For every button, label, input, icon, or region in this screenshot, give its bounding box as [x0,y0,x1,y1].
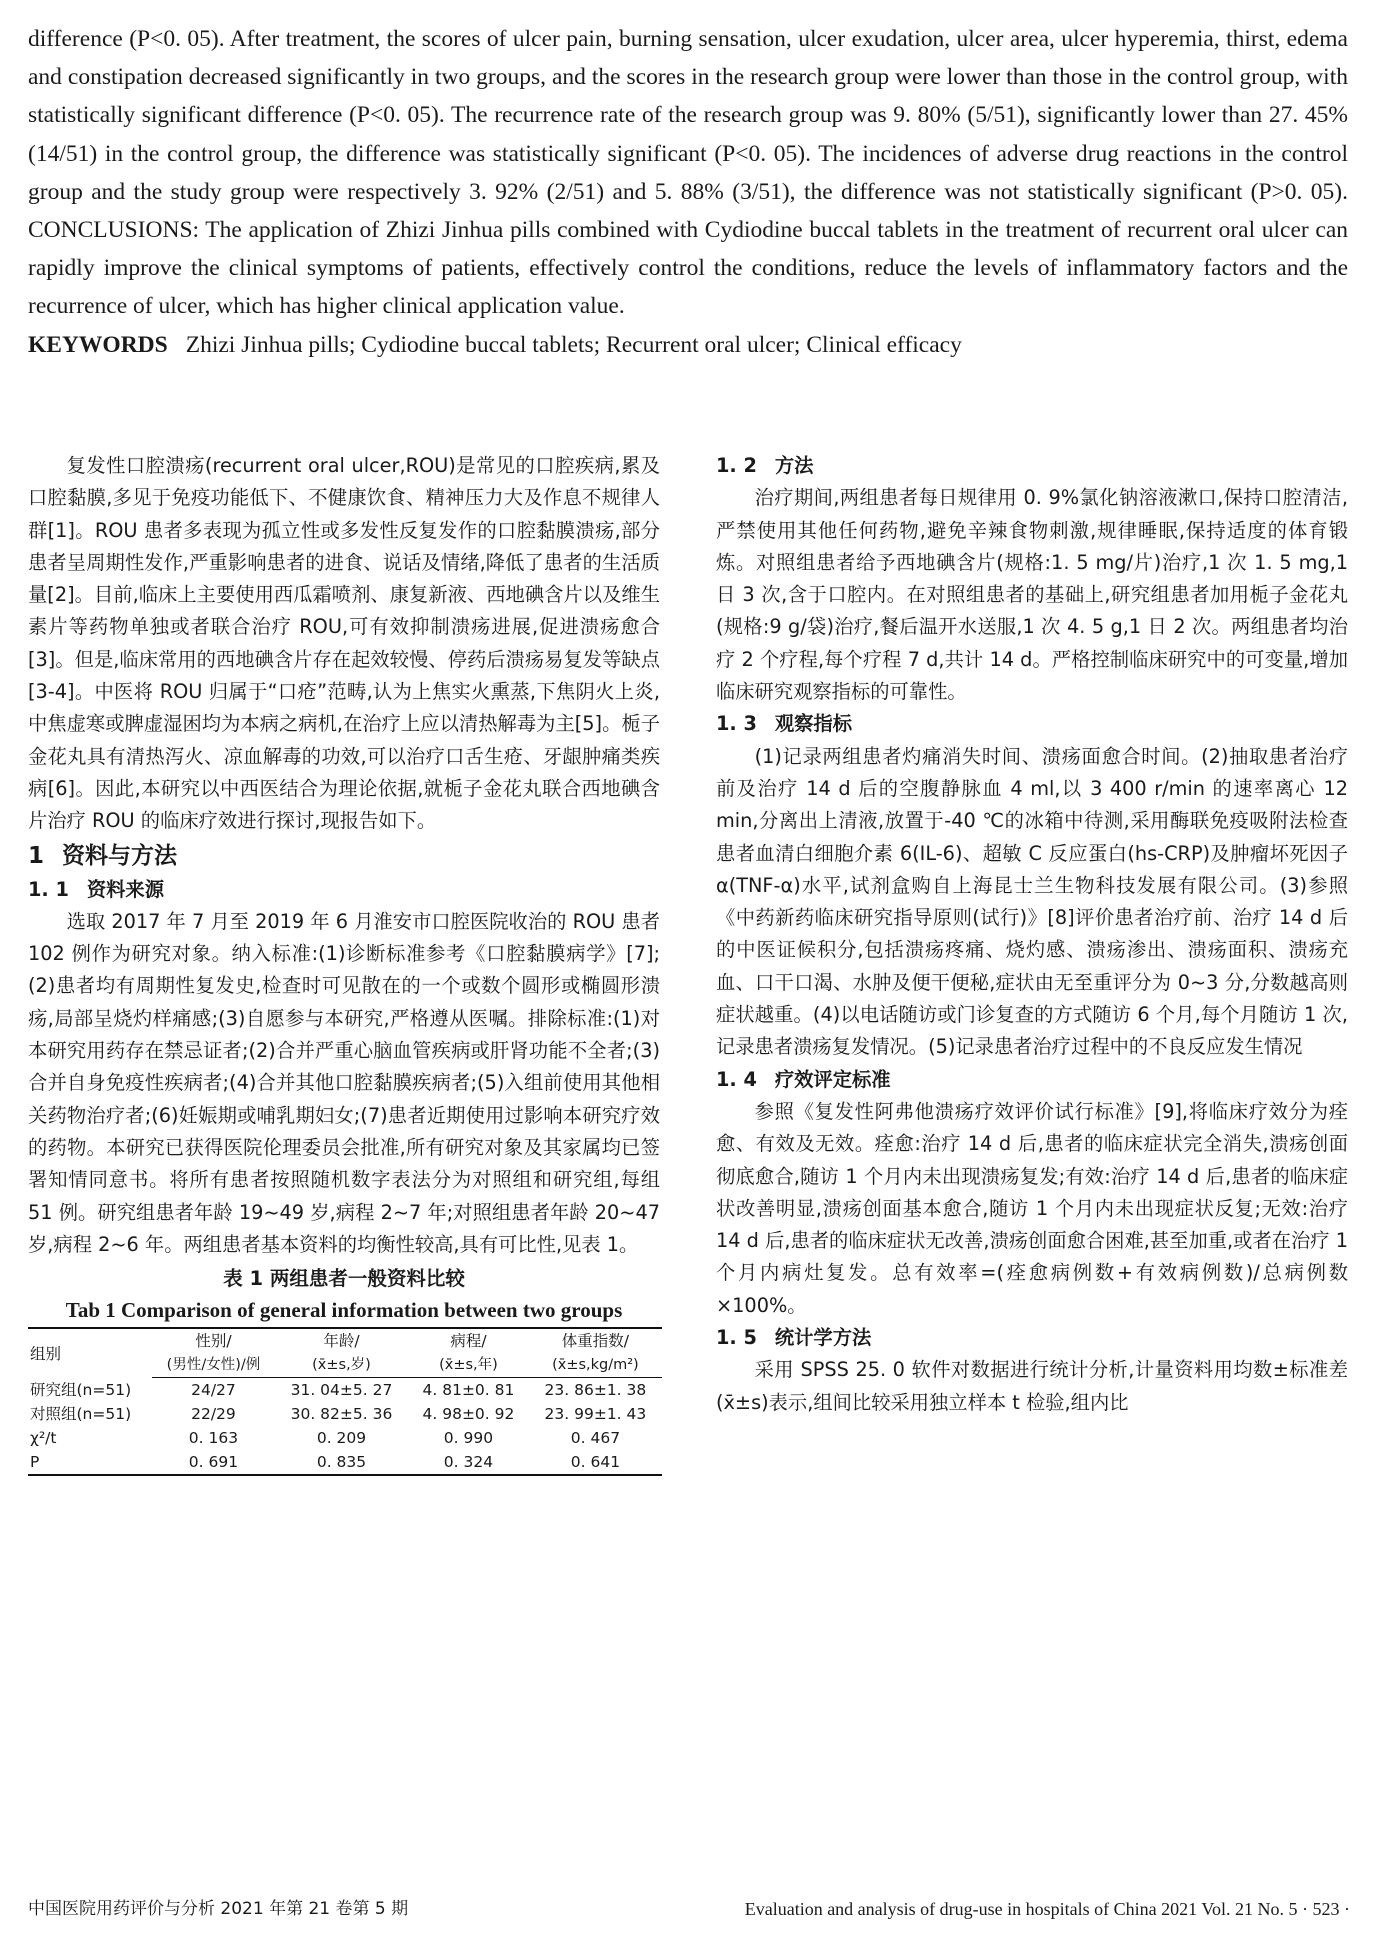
table-row [28,1402,662,1426]
section-1-title: 资料与方法 [62,842,178,869]
section-1-3-number: 1. 3 [716,712,757,736]
table-cell: P [28,1450,152,1475]
section-1-number: 1 [28,842,45,869]
table-cell: 0. 324 [408,1450,529,1475]
table-cell: 0. 835 [275,1450,408,1475]
section-1-2-number: 1. 2 [716,454,757,477]
table-cell: 4. 98±0. 92 [422,1405,515,1424]
left-column [28,450,660,1476]
table-header-sex: 性别/ [152,1328,275,1353]
section-1-2-text: 治疗期间,两组患者每日规律用 0. 9%氯化钠溶液漱口,保持口腔清洁,严禁使用其他任何药物,避免辛辣食物刺激,规律睡眠,保持适度的体育锻炼。对照组患者给予西地碘含片(规格:1. 5 mg/片)治疗,1 次 1. 5 mg,1 日 3 次,含于口腔内。在对照组患者的基础上,研究组患者加用栀子金花丸(规格:9 g/袋)治疗,餐后温开水送服,1 次 4. 5 g,1 日 2 次。两组患者均治疗 2 个疗程,每个疗程 7 d,共计 14 d。严格控制临床研究中的可变量,增加临床研究观察指标的可靠性。 [716,486,1348,704]
abstract-tail [28,20,1348,364]
abstract-results-conclusions: difference (P<0. 05). After treatment, the scores of ulcer pain, burning sensation, ulcer exudation, ulcer area, ulcer hyperemia, thirst, edema and constipation decreased significantly in two groups, and the scores in the research group were lower than those in the control group, with statistically significant difference (P<0. 05). The recurrence rate of the research group was 9. 80% (5/51), significantly lower than 27. 45% (14/51) in the control group, the difference was statistically significant (P<0. 05). The incidences of adverse drug reactions in the control group and the study group were respectively 3. 92% (2/51) and 5. 88% (3/51), the difference was not statistically significant (P>0. 05). CONCLUSIONS: The application of Zhizi Jinhua pills combined with Cydiodine buccal tablets in the treatment of recurrent oral ulcer can rapidly improve the clinical symptoms of patients, effectively control the conditions, reduce the levels of inflammatory factors and the recurrence of ulcer, which has higher clinical application value. [28,26,1348,320]
section-1-4-heading [716,1064,1348,1096]
keywords-label: KEYWORDS [28,331,168,358]
table-cell: 23. 99±1. 43 [544,1405,647,1424]
table-cell: χ²/t [30,1429,57,1448]
table-cell: 0. 691 [152,1450,275,1475]
table-cell: 0. 467 [570,1429,621,1448]
table-header-group: 组别 [28,1328,152,1378]
section-1-4-title: 疗效评定标准 [774,1067,891,1091]
section-1-1-text: 选取 2017 年 7 月至 2019 年 6 月淮安市口腔医院收治的 ROU 患者 102 例作为研究对象。纳入标准:(1)诊断标准参考《口腔黏膜病学》[7];(2)患者均有周期性复发史,检查时可见散在的一个或数个圆形或椭圆形溃疡,局部呈烧灼样痛感;(3)自愿参与本研究,严格遵从医嘱。排除标准:(1)对本研究用药存在禁忌证者;(2)合并严重心脑血管疾病或肝肾功能不全者;(3)合并自身免疫性疾病者;(4)合并其他口腔黏膜疾病者;(5)入组前使用其他相关药物治疗者;(6)妊娠期或哺乳期妇女;(7)患者近期使用过影响本研究疗效的药物。本研究已获得医院伦理委员会批准,所有研究对象及其家属均已签署知情同意书。将所有患者按照随机数字表法分为对照组和研究组,每组 51 例。研究组患者年龄 19~49 岁,病程 2~7 年;对照组患者年龄 20~47 岁,病程 2~6 年。两组患者基本资料的均衡性较高,具有可比性,见表 1。 [28,909,660,1256]
section-1-1-heading [28,874,660,906]
table-subheader-duration: (x̄±s,年) [408,1353,529,1378]
section-1-3-text: (1)记录两组患者灼痛消失时间、溃疡面愈合时间。(2)抽取患者治疗前及治疗 14 d 后的空腹静脉血 4 ml,以 3 400 r/min 的速率离心 12 min,分离出上清液,放置于-40 ℃的冰箱中待测,采用酶联免疫吸附法检查患者血清白细胞介素 6(IL-6)、超敏 C 反应蛋白(hs-CRP)及肿瘤坏死因子 α(TNF-α)水平,试剂盒购自上海昆士兰生物科技发展有限公司。(3)参照《中药新药临床研究指导原则(试行)》[8]评价患者治疗前、治疗 14 d 后的中医证候积分,包括溃疡疼痛、烧灼感、溃疡渗出、溃疡面积、溃疡充血、口干口渴、水肿及便干便秘,症状由无至重评分为 0~3 分,分数越高则症状越重。(4)以电话随访或门诊复查的方式随访 6 个月,每个月随访 1 次,记录患者溃疡复发情况。(5)记录患者治疗过程中的不良反应发生情况 [716,744,1348,1059]
keywords-text: Zhizi Jinhua pills; Cydiodine buccal tablets; Recurrent oral ulcer; Clinical efficacy [185,331,962,358]
section-1-heading [28,838,660,874]
table-cell: 24/27 [191,1381,236,1400]
table-row [28,1450,662,1475]
keywords-line [28,326,1348,364]
table-cell: 30. 82±5. 36 [290,1405,393,1424]
intro-paragraph: 复发性口腔溃疡(recurrent oral ulcer,ROU)是常见的口腔疾病,累及口腔黏膜,多见于免疫功能低下、不健康饮食、精神压力大及作息不规律人群[1]。ROU 患者多表现为孤立性或多发性反复发作的口腔黏膜溃疡,部分患者呈周期性发作,严重影响患者的进食、说话及情绪,降低了患者的生活质量[2]。目前,临床上主要使用西瓜霜喷剂、康复新液、西地碘含片以及维生素片等药物单独或者联合治疗 ROU,可有效抑制溃疡进展,促进溃疡愈合[3]。但是,临床常用的西地碘含片存在起效较慢、停药后溃疡易复发等缺点[3-4]。中医将 ROU 归属于“口疮”范畴,认为上焦实火熏蒸,下焦阴火上炎,中焦虚寒或脾虚湿困均为本病之病机,在治疗上应以清热解毒为主[5]。栀子金花丸具有清热泻火、凉血解毒的功效,可以治疗口舌生疮、牙龈肿痛类疾病[6]。因此,本研究以中西医结合为理论依据,就栀子金花丸联合西地碘含片治疗 ROU 的临床疗效进行探讨,现报告如下。 [28,454,660,833]
table-cell: 23. 86±1. 38 [544,1381,647,1400]
table-header-age: 年龄/ [275,1328,408,1353]
table-cell: 0. 209 [316,1429,367,1448]
table-subheader-age: (x̄±s,岁) [275,1353,408,1378]
table-header-bmi: 体重指数/ [529,1328,662,1353]
table-cell: 0. 163 [188,1429,239,1448]
section-1-1-title: 资料来源 [86,877,164,901]
table-cell: 22/29 [191,1405,236,1424]
table-cell: 4. 81±0. 81 [422,1381,515,1400]
table-1-caption-en: Tab 1 Comparison of general information between two groups [65,1298,623,1323]
table-1 [28,1327,662,1476]
section-1-5-number: 1. 5 [716,1326,757,1350]
table-cell: 对照组(n=51) [30,1405,132,1424]
page-footer [28,1895,1350,1923]
table-header-row [28,1328,662,1353]
right-column [716,450,1348,1419]
table-cell: 0. 641 [529,1450,662,1475]
section-1-5-text: 采用 SPSS 25. 0 软件对数据进行统计分析,计量资料用均数±标准差(x̄±s)表示,组间比较采用独立样本 t 检验,组内比 [716,1358,1348,1414]
section-1-5-heading [716,1322,1348,1354]
section-1-2-heading [716,450,1348,482]
section-1-2-title: 方法 [774,454,814,477]
table-subheader-sex: (男性/女性)/例 [152,1353,275,1378]
footer-journal-cn: 中国医院用药评价与分析 2021 年第 21 卷第 5 期 [28,1899,409,1919]
section-1-1-number: 1. 1 [28,877,69,901]
section-1-4-text: 参照《复发性阿弗他溃疡疗效评价试行标准》[9],将临床疗效分为痊愈、有效及无效。痊愈:治疗 14 d 后,患者的临床症状完全消失,溃疡创面彻底愈合,随访 1 个月内未出现溃疡复发;有效:治疗 14 d 后,患者的临床症状改善明显,溃疡创面基本愈合,随访 1 个月内未出现症状反复;无效:治疗 14 d 后,患者的临床症状无改善,溃疡创面愈合困难,甚至加重,或者在治疗 1 个月内病灶复发。总有效率=(痊愈病例数+有效病例数)/总病例数×100%。 [716,1099,1348,1317]
table-row [28,1378,662,1403]
table-header-duration: 病程/ [408,1328,529,1353]
table-subheader-bmi: (x̄±s,kg/m²) [529,1353,662,1378]
section-1-3-title: 观察指标 [774,712,852,736]
section-1-4-number: 1. 4 [716,1067,757,1091]
table-cell: 31. 04±5. 27 [290,1381,393,1400]
section-1-3-heading [716,708,1348,740]
table-1-caption-cn: 表 1 两组患者一般资料比较 [223,1267,465,1291]
table-row [28,1426,662,1450]
section-1-5-title: 统计学方法 [774,1326,872,1350]
table-cell: 0. 990 [443,1429,494,1448]
footer-journal-en: Evaluation and analysis of drug-use in hospitals of China 2021 Vol. 21 No. 5 · 523 · [744,1899,1350,1919]
table-cell: 研究组(n=51) [30,1381,132,1400]
